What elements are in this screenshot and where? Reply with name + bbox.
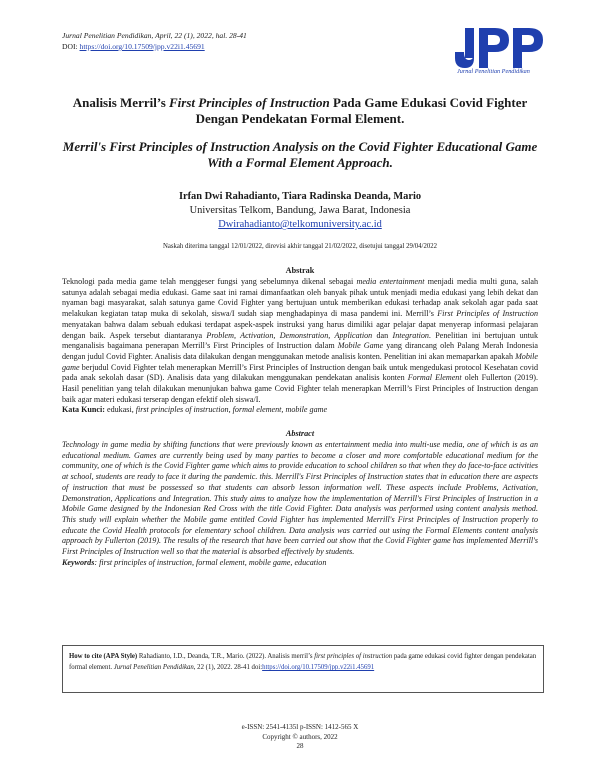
abstrak-italic: Formal Element	[407, 373, 462, 383]
manuscript-dates: Naskah diterima tanggal 12/01/2022, direvisi akhir tanggal 21/02/2022, disetujui tanggal 29/04/2022	[162, 243, 438, 250]
citation-journal: Jurnal Penelitian Pendidikan	[113, 664, 194, 671]
abstract-body	[62, 440, 538, 568]
author-list: Irfan Dwi Rahadianto, Tiara Radinska Deanda, Mario	[178, 191, 422, 202]
citation-doi-link[interactable]: https://doi.org/10.17509/jpp.v22i1.45691	[262, 664, 375, 671]
abstract-heading: Abstract	[285, 429, 315, 438]
copyright-line: Copyright © authors, 2022	[262, 732, 338, 741]
how-to-cite-label: How to cite (APA Style)	[69, 653, 138, 660]
keywords	[62, 558, 538, 569]
keywords-text: : first principles of instruction, formal element, mobile game, education	[94, 557, 327, 567]
issn-line: e-ISSN: 2541-4135l p-ISSN: 1412-565 X	[241, 723, 359, 731]
how-to-cite-box	[62, 645, 544, 693]
logo-caption: Jurnal Penelitian Pendidikan	[457, 68, 530, 75]
article-title-english: Merril's First Principles of Instruction Analysis on the Covid Fighter Educational Game With a Formal Element Approach.	[62, 139, 538, 170]
abstrak-italic: Mobile Game	[337, 341, 384, 351]
abstrak-italic: media entertainment	[356, 277, 425, 286]
abstrak-italic: Integration	[392, 330, 429, 340]
page-number: 28	[296, 742, 304, 750]
abstrak-text: dan	[372, 330, 393, 340]
abstrak-heading: Abstrak	[285, 266, 315, 275]
kata-kunci-label: Kata Kunci:	[62, 405, 105, 415]
journal-header	[62, 30, 412, 52]
abstrak-text: menjadi media multi guna, salah satunya adalah sebagai media edukasi. Game saat ini ramai dimanfaatkan oleh banyak pihak untuk menjadi media edukasi yang lebih dekat dan nyaman bagi masyarakat, salah satunya game Covid Fighter yang bertujuan untuk memberikan edukasi terhadap anak sekolah agar pada saat melakukan kegiatan tatap muka di sekolah, siswa/I sudah siap menghadapinya di masa pandemi ini. Merrill’s	[62, 277, 538, 319]
abstrak-italic: Problem, Activation, Demonstration, Application	[206, 330, 373, 340]
jpp-logo-icon	[455, 22, 547, 70]
kata-kunci-text: edukasi,	[104, 405, 136, 415]
doi-link[interactable]: https://doi.org/10.17509/jpp.v22i1.45691	[79, 42, 205, 51]
abstrak-body	[62, 277, 538, 416]
abstrak-text: . Penelitian ini bertujuan untuk menganalisis bagaimana penerapan Merrill’s First Principles of Instruction dalam	[62, 330, 539, 351]
author-affiliation: Universitas Telkom, Bandung, Jawa Barat, Indonesia	[189, 205, 411, 216]
abstrak-text: Teknologi pada media game telah menggeser fungsi yang sebelumnya dikenal sebagai	[62, 277, 357, 286]
author-email-link[interactable]: Dwirahadianto@telkomuniversity.ac.id	[218, 219, 382, 230]
page-footer	[50, 723, 550, 752]
citation-text: , 22 (1), 2022. 28-41 doi:	[193, 664, 263, 671]
abstrak-text: oleh Fullerton (2019). Hasil penelitian yang telah dilakukan menunjukan bahwa game Covid Fighter telah menerapkan Merrill’s First Principles of Instruction dengan baik agar materi edukasi terserap dengan efektif oleh siswa/I.	[62, 373, 538, 404]
abstrak-text: menyatakan bahwa dalam sebuah edukasi terdapat aspek-aspek instruksi yang harus dimiliki agar pelajar dapat menyerap informasi pelajaran dengan baik. Aspek tersebut diantaranya	[62, 319, 538, 340]
abstrak-text: berjudul Covid Fighter telah menerapkan Merrill’s First Principles of Instruction dengan baik untuk mengedukasi protocol Kesehatan covid pada anak sekolah dasar (SD). Analisis data yang dilakukan menggunakan pendekatan analisis konten	[62, 362, 538, 383]
title-id-italic: First Principles of Instruction	[169, 95, 330, 110]
title-id-part3: Pada Game Edukasi Covid Fighter Dengan Pendekatan Formal Element.	[195, 95, 528, 126]
abstrak-italic: First Principles of Instruction	[437, 309, 538, 319]
abstract-text: Technology in game media by shifting functions that were previously known as entertainment media into multi-use media, one of which is as an educational medium. Games are currently being used by many parties to become a closer and more comfortable educational medium for the community, one of which is the Covid Fighter game which aims to provide education to school children so that when they do face-to-face activities at school, students are ready to face it during the pandemic. this. Merrill's First Principles of Instruction states that in education there are aspects of instruction that must be possessed so that students can absorb lesson information well. These aspects include Problems, Activation, Demonstration, Applications and Integration. This study aims to analyze how the implementation of Merrill's First Principles of Instruction in a Mobile Game designed by the Indonesian Red Cross with the title Covid Fighter. Data analysis was performed using content analysis method. This study will explain whether the Mobile game entitled Covid Fighter has implemented Merrill's First Principles of Instruction properly to educate the Covid Health protocols for elementary school children. Data analysis was carried out using the Formal Elements content analysis approach by Fullerton (2019). The results of the research that have been carried out show that the Covid Fighter game has implemented Merrill's First Principles of Instruction well so that the material is absorbed effectively by students.	[62, 440, 538, 557]
citation-text: pada game edukasi covid fighter dengan pendekatan formal element.	[69, 653, 537, 671]
kata-kunci	[62, 405, 538, 416]
kata-kunci-italic: first principles of instruction, formal element, mobile game	[135, 405, 328, 415]
jpp-logo	[455, 22, 545, 80]
title-id-part1: Analisis Merril’s	[72, 95, 169, 110]
citation-italic: first principles of instruction	[314, 653, 393, 660]
doi-line	[62, 41, 412, 52]
abstrak-text: yang dirancang oleh Palang Merah Indonesia dengan judul Covid Fighter. Analisis data dilakukan dengan menggunakan metode analisis konten. Penelitian ini akan memaparkan apakah	[62, 341, 538, 361]
doi-label: DOI:	[62, 42, 80, 51]
journal-citation-line: Jurnal Penelitian Pendidikan, April, 22 (1), 2022, hal. 28-41	[62, 31, 247, 40]
keywords-label: Keywords	[62, 557, 95, 567]
abstrak-italic: Mobile game	[62, 351, 538, 372]
citation-text: Rahadianto, I.D., Deanda, T.R., Mario. (2022). Analisis merril’s	[137, 653, 315, 660]
article-title-indonesian	[50, 95, 550, 127]
